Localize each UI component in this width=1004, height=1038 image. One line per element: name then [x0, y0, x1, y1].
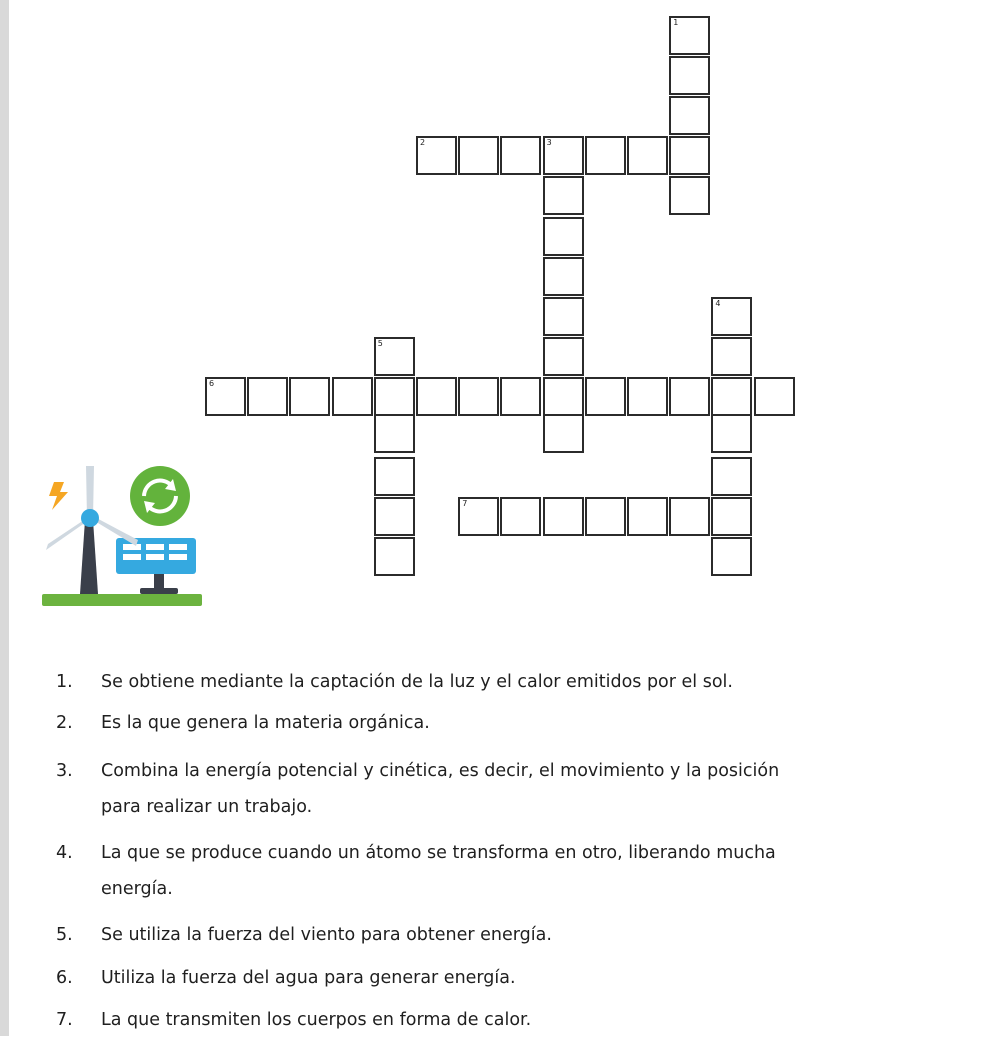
crossword-cell[interactable]: [585, 136, 626, 175]
renewable-energy-illustration-icon: [40, 462, 205, 614]
crossword-cell[interactable]: [669, 176, 710, 215]
crossword-cell[interactable]: [205, 377, 246, 416]
crossword-cell[interactable]: [500, 377, 541, 416]
clue-number-label: 3: [546, 138, 552, 148]
clue-number-label: 1: [673, 18, 679, 27]
crossword-cell[interactable]: [669, 96, 710, 135]
clue-text-line: Es la que genera la materia orgánica.: [101, 713, 430, 733]
crossword-cell[interactable]: [754, 377, 795, 416]
clue-text-line: Utiliza la fuerza del agua para generar energía.: [101, 968, 516, 988]
crossword-cell[interactable]: [458, 136, 499, 175]
clue-text: [101, 1002, 931, 1038]
crossword-cell[interactable]: [627, 497, 668, 536]
crossword-cell[interactable]: [416, 377, 457, 416]
crossword-cell[interactable]: [247, 377, 288, 416]
clue-number: 3.: [56, 761, 73, 781]
clue-text: [101, 664, 931, 700]
clue-text: [101, 705, 931, 741]
clue-number-label: 4: [715, 298, 721, 308]
clue-number: 5.: [56, 925, 73, 945]
crossword-cell[interactable]: [543, 337, 584, 376]
clue-text-line: Combina la energía potencial y cinética, es decir, el movimiento y la posición: [101, 761, 780, 781]
crossword-cell[interactable]: [711, 337, 752, 376]
crossword-cell[interactable]: [543, 176, 584, 215]
crossword-cell[interactable]: [543, 377, 584, 416]
crossword-cell[interactable]: [458, 497, 499, 536]
crossword-cell[interactable]: [332, 377, 373, 416]
crossword-cell[interactable]: [711, 497, 752, 536]
clue-text-line: energía.: [101, 879, 173, 899]
clue-text: [101, 917, 931, 953]
crossword-cell[interactable]: [543, 136, 584, 175]
clue-number-label: 2: [420, 138, 426, 148]
crossword-cell[interactable]: [585, 497, 626, 536]
crossword-cell[interactable]: [627, 136, 668, 175]
clue-number: 6.: [56, 968, 73, 988]
clue-number: 2.: [56, 713, 73, 733]
clue-text: [101, 753, 931, 825]
clue-number-label: 7: [462, 499, 468, 509]
crossword-cell[interactable]: [543, 257, 584, 296]
crossword-cell[interactable]: [543, 297, 584, 336]
crossword-cell[interactable]: [374, 377, 415, 416]
clue-text-line: La que se produce cuando un átomo se transforma en otro, liberando mucha: [101, 843, 776, 863]
crossword-cell[interactable]: [585, 377, 626, 416]
clue-text-line: Se utiliza la fuerza del viento para obtener energía.: [101, 925, 552, 945]
crossword-cell[interactable]: [669, 16, 710, 55]
crossword-cell[interactable]: [711, 297, 752, 336]
clue-number-label: 6: [209, 378, 215, 388]
clue-number: 7.: [56, 1010, 73, 1030]
crossword-cell[interactable]: [374, 537, 415, 576]
crossword-cell[interactable]: [374, 414, 415, 453]
crossword-cell[interactable]: [458, 377, 499, 416]
clue-text: [101, 960, 931, 996]
crossword-cell[interactable]: [711, 537, 752, 576]
crossword-cell[interactable]: [669, 377, 710, 416]
crossword-cell[interactable]: [669, 497, 710, 536]
crossword-cell[interactable]: [500, 136, 541, 175]
crossword-cell[interactable]: [374, 497, 415, 536]
crossword-cell[interactable]: [374, 337, 415, 376]
crossword-cell[interactable]: [374, 457, 415, 496]
crossword-cell[interactable]: [289, 377, 330, 416]
crossword-cell[interactable]: [416, 136, 457, 175]
crossword-cell[interactable]: [543, 414, 584, 453]
crossword-cell[interactable]: [500, 497, 541, 536]
clue-text: [101, 835, 931, 907]
clue-text-line: para realizar un trabajo.: [101, 797, 313, 817]
crossword-cell[interactable]: [669, 136, 710, 175]
crossword-cell[interactable]: [543, 497, 584, 536]
clue-number: 1.: [56, 672, 73, 692]
clue-text-line: La que transmiten los cuerpos en forma de calor.: [101, 1010, 532, 1030]
crossword-cell[interactable]: [669, 56, 710, 95]
clue-text-line: Se obtiene mediante la captación de la luz y el calor emitidos por el sol.: [101, 672, 733, 692]
clue-number-label: 5: [377, 338, 383, 348]
crossword-cell[interactable]: [711, 457, 752, 496]
crossword-cell[interactable]: [711, 377, 752, 416]
crossword-cell[interactable]: [711, 414, 752, 453]
clue-number: 4.: [56, 843, 73, 863]
crossword-cell[interactable]: [627, 377, 668, 416]
crossword-cell[interactable]: [543, 217, 584, 256]
